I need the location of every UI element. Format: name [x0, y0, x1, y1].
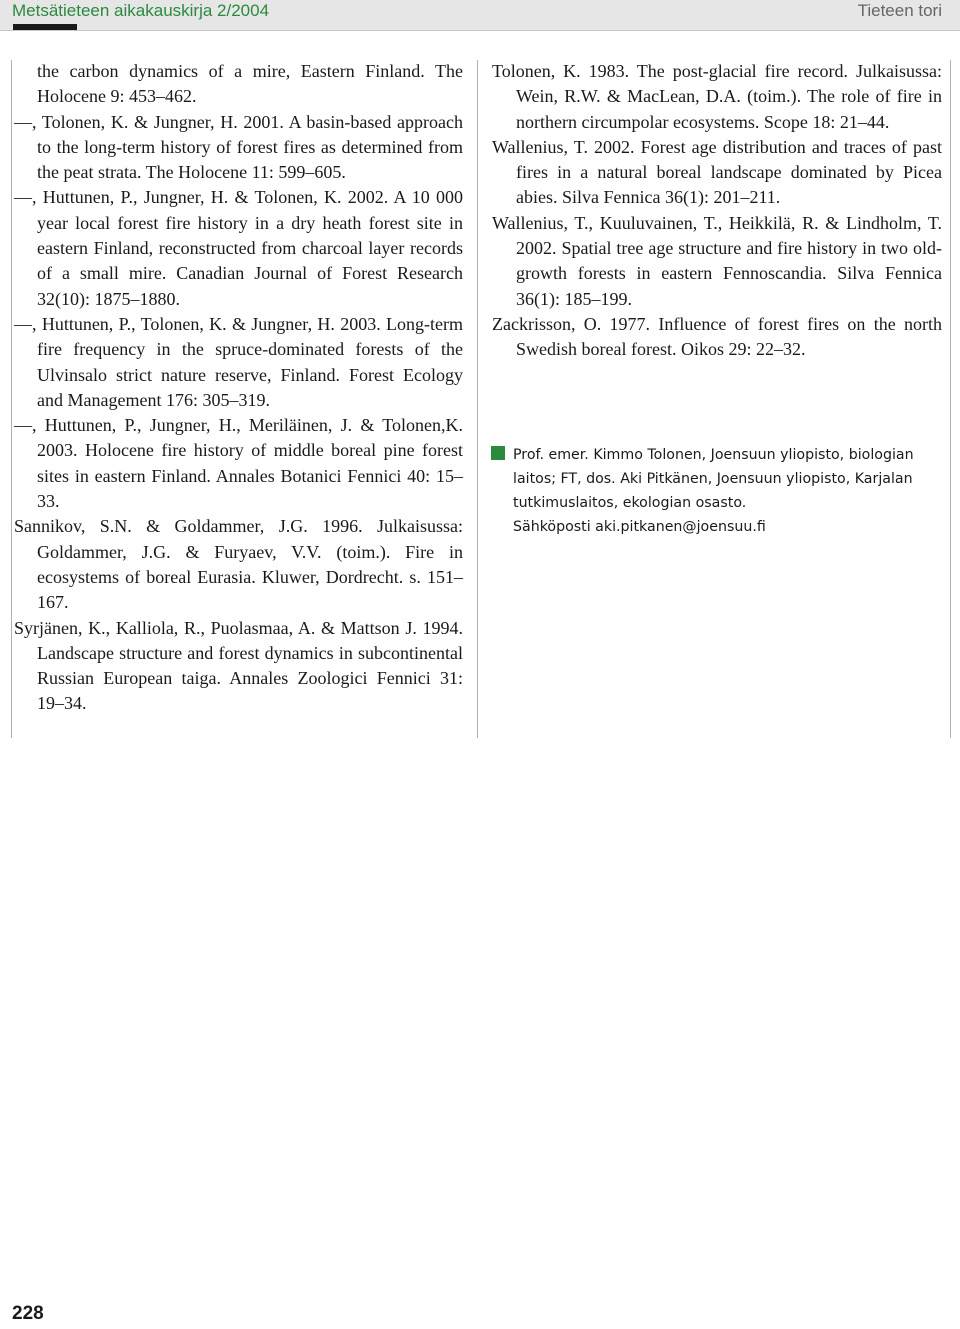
author-note	[491, 443, 946, 539]
header-bar-mark	[13, 24, 77, 30]
author-note-text: Prof. emer. Kimmo Tolonen, Joensuun yliopisto, biologian	[513, 447, 914, 463]
reference-item: —, Huttunen, P., Jungner, H., Meriläinen, J. & Tolonen,K. 2003. Holocene fire history of middle boreal pine forest sites in eastern Finland. Annales Botanici Fennici 40: 15–33.	[14, 415, 463, 512]
page-number: 228	[12, 1303, 44, 1324]
column-rule-left	[11, 60, 12, 738]
green-square-icon	[491, 446, 505, 460]
column-rule-middle	[477, 60, 478, 738]
reference-item: —, Huttunen, P., Jungner, H. & Tolonen, K. 2002. A 10 000 year local forest fire history in a dry heath forest site in eastern Finland, reconstructed from charcoal layer records of a small mire. Canadian Journal of Forest Research 32(10): 1875–1880.	[14, 187, 463, 309]
section-name: Tieteen tori	[857, 1, 942, 20]
reference-item: Tolonen, K. 1983. The post-glacial fire record. Julkaisussa: Wein, R.W. & MacLean, D.A. (toim.). The role of fire in northern circumpolar ecosystems. Scope 18: 21–44.	[492, 61, 942, 132]
reference-item: Syrjänen, K., Kalliola, R., Puolasmaa, A. & Mattson J. 1994. Landscape structure and forest dynamics in subcontinental Russian European taiga. Annales Zoologici Fennici 31: 19–34.	[14, 617, 463, 714]
column-rule-right	[950, 60, 951, 738]
reference-item: the carbon dynamics of a mire, Eastern Finland. The Holocene 9: 453–462.	[37, 61, 463, 107]
reference-item: —, Tolonen, K. & Jungner, H. 2001. A basin-based approach to the long-term history of forest fires as determined from the peat strata. The Holocene 11: 599–605.	[14, 111, 463, 183]
journal-title: Metsätieteen aikakauskirja 2/2004	[12, 1, 270, 20]
reference-list-right	[492, 59, 942, 363]
author-note-line	[491, 443, 946, 467]
author-note-line: tutkimuslaitos, ekologian osasto.	[513, 495, 747, 511]
author-note-line: laitos; FT, dos. Aki Pitkänen, Joensuun yliopisto, Karjalan	[513, 471, 913, 487]
author-email-line: Sähköposti aki.pitkanen@joensuu.fi	[513, 519, 766, 535]
reference-item: Wallenius, T. 2002. Forest age distribution and traces of past fires in a natural boreal landscape dominated by Picea abies. Silva Fennica 36(1): 201–211.	[492, 136, 942, 208]
reference-item: Wallenius, T., Kuuluvainen, T., Heikkilä, R. & Lindholm, T. 2002. Spatial tree age structure and fire history in two old-growth forests in eastern Fennoscandia. Silva Fennica 36(1): 185–199.	[492, 212, 942, 309]
running-header	[0, 0, 960, 31]
reference-item: —, Huttunen, P., Tolonen, K. & Jungner, H. 2003. Long-term fire frequency in the spruce-dominated forests of the Ulvinsalo strict nature reserve, Finland. Forest Ecology and Management 176: 305–319.	[14, 313, 463, 410]
reference-list-left	[14, 59, 463, 717]
reference-item: Zackrisson, O. 1977. Influence of forest fires on the north Swedish boreal forest. Oikos 29: 22–32.	[492, 313, 942, 360]
reference-item: Sannikov, S.N. & Goldammer, J.G. 1996. Julkaisussa: Goldammer, J.G. & Furyaev, V.V. (toim.). Fire in ecosystems of boreal Eurasia. Kluwer, Dordrecht. s. 151–167.	[14, 516, 463, 613]
